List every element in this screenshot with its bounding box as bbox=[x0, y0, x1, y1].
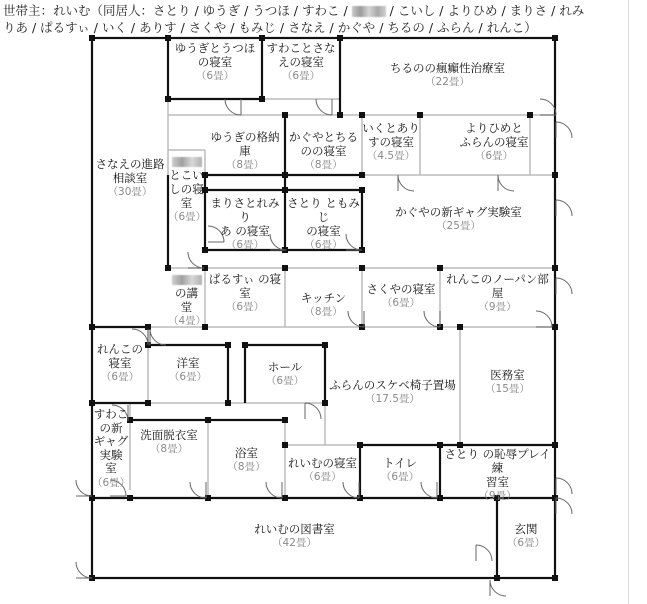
room-label: よりひめと bbox=[465, 121, 523, 135]
room-label-2: 習室 bbox=[486, 475, 509, 489]
room-label-2: しの寝 bbox=[169, 182, 204, 196]
room-label-2: 寝室 bbox=[108, 356, 132, 370]
room-label-2: すの寝室 bbox=[368, 135, 414, 149]
room-area: （25畳） bbox=[436, 220, 481, 232]
room-area: （8畳） bbox=[227, 461, 266, 473]
room-label-2: えの寝室 bbox=[278, 55, 324, 69]
room-label-4: 実験 bbox=[99, 447, 123, 462]
room-area: （6畳） bbox=[265, 375, 305, 387]
room-label: れんこのノーパン部 bbox=[446, 272, 549, 286]
room-area: （17.5畳） bbox=[365, 393, 420, 405]
room-western-room bbox=[148, 356, 228, 384]
room-area: （6畳） bbox=[380, 471, 420, 483]
room-toilet bbox=[360, 456, 440, 484]
room-label: ぱるすぃ の寝 bbox=[208, 272, 282, 286]
room-yorihime-flan-bedroom bbox=[455, 121, 533, 163]
room-label: さとり ともみじ bbox=[287, 196, 360, 224]
room-label: すわこ bbox=[93, 407, 129, 421]
room-label: れいむの図書室 bbox=[254, 522, 335, 536]
room-label: れんこの bbox=[97, 342, 143, 356]
redacted-name bbox=[172, 157, 202, 167]
room-label: すわことさな bbox=[266, 41, 336, 55]
redacted-name bbox=[172, 275, 202, 285]
room-suwako-sanae-bedroom bbox=[262, 41, 340, 83]
household-line-2: りあ / ぱるすぃ / いく / ありす / さくや / もみじ / さなえ / かぐや / ちるの / ふらん / れんこ） bbox=[3, 20, 537, 35]
room-label-2: 庫 bbox=[239, 144, 251, 158]
room-label: 玄関 bbox=[514, 522, 538, 536]
room-label-5: 室 bbox=[105, 461, 117, 475]
room-label-2: 堂 bbox=[180, 300, 193, 314]
room-label-2: あ の寝室 bbox=[220, 224, 270, 238]
room-label-2: の寝室 bbox=[306, 224, 341, 238]
room-label-2: ふらんの寝室 bbox=[459, 135, 529, 149]
room-medical bbox=[460, 368, 555, 396]
room-area: （6畳） bbox=[506, 537, 546, 549]
household-text-a: 世帯主：れいむ（同居人：さとり / ゆうぎ / うつほ / すわこ / bbox=[3, 3, 348, 18]
room-cirno-treatment bbox=[340, 61, 555, 89]
room-dressing bbox=[130, 428, 208, 456]
room-label: いくとあり bbox=[362, 121, 420, 135]
room-label: 洗面脱衣室 bbox=[140, 428, 198, 442]
room-label: かぐやの新ギャグ実験室 bbox=[395, 205, 522, 219]
room-kaguya-cirno-bedroom bbox=[285, 130, 362, 172]
room-area: （6畳） bbox=[381, 297, 421, 309]
room-label-2: 屋 bbox=[491, 286, 504, 300]
room-marisa-remilia-bedroom bbox=[205, 196, 285, 252]
room-label: の講 bbox=[175, 286, 198, 300]
room-area: （8畳） bbox=[304, 306, 343, 318]
room-area: （22畳） bbox=[425, 76, 470, 88]
room-area: （6畳） bbox=[92, 476, 131, 489]
room-area: （8畳） bbox=[149, 443, 189, 455]
room-lecture-hall bbox=[168, 272, 205, 328]
room-area: （6畳） bbox=[303, 471, 342, 483]
room-reimu-library bbox=[92, 522, 497, 550]
room-label: 医務室 bbox=[490, 368, 525, 382]
room-area: （4.5畳） bbox=[366, 150, 416, 162]
room-area: （8畳） bbox=[304, 159, 343, 171]
room-area: （8畳） bbox=[225, 159, 265, 171]
room-label-2: の寝室 bbox=[197, 55, 233, 69]
room-label: ホール bbox=[267, 360, 303, 374]
room-entrance bbox=[497, 522, 555, 550]
room-kaguya-gag-lab bbox=[362, 205, 555, 233]
room-label-2: のの寝室 bbox=[300, 144, 347, 158]
room-label: れいむの寝室 bbox=[288, 456, 357, 470]
room-satori-momiji-bedroom bbox=[285, 196, 362, 252]
room-area: （6畳） bbox=[168, 371, 208, 383]
room-reimu-bedroom bbox=[285, 456, 360, 484]
room-hall bbox=[245, 360, 325, 388]
room-label: さとり の恥辱プレイ練 bbox=[444, 447, 551, 475]
room-label: とこい bbox=[169, 168, 204, 182]
room-area: （6畳） bbox=[225, 301, 265, 313]
room-area: （6畳） bbox=[304, 239, 343, 251]
room-suwako-gag-lab bbox=[92, 408, 130, 490]
room-area: （15畳） bbox=[485, 383, 530, 395]
room-koishi-bedroom bbox=[168, 154, 205, 224]
room-label-3: ギャグ bbox=[93, 434, 129, 448]
room-label: ゆうぎとうつほ bbox=[174, 41, 256, 55]
room-label: さくやの寝室 bbox=[366, 282, 436, 296]
room-iku-alice-bedroom bbox=[362, 121, 420, 163]
room-area: （30畳） bbox=[107, 186, 153, 198]
room-label: トイレ bbox=[383, 456, 417, 470]
room-yugi-utsuho-bedroom bbox=[168, 41, 262, 83]
room-area: （42畳） bbox=[272, 537, 317, 549]
room-area: （9畳） bbox=[478, 301, 517, 313]
room-label: 浴室 bbox=[235, 446, 258, 460]
room-label: 洋室 bbox=[176, 356, 200, 370]
room-bath bbox=[208, 446, 285, 474]
room-sakuya-bedroom bbox=[362, 282, 440, 310]
room-label: まりさとれみり bbox=[210, 196, 280, 224]
room-kitchen bbox=[285, 291, 362, 319]
household-text-b: / こいし / よりひめ / まりさ / れみ bbox=[389, 3, 585, 18]
room-renko-nopan bbox=[440, 272, 555, 314]
room-renko-bedroom bbox=[92, 342, 148, 384]
room-satori-play bbox=[440, 447, 555, 503]
room-label: ゆうぎの格納 bbox=[210, 130, 280, 144]
room-area: （4畳） bbox=[168, 315, 207, 327]
room-area: （9畳） bbox=[478, 490, 517, 502]
room-area: （6畳） bbox=[195, 70, 235, 82]
room-label-2: 相談室 bbox=[112, 171, 148, 185]
room-label: キッチン bbox=[300, 291, 347, 305]
room-area: （6畳） bbox=[474, 150, 514, 162]
room-area: （6畳） bbox=[281, 70, 321, 82]
room-label: ふらんのスケベ椅子置場 bbox=[329, 378, 456, 392]
room-label: ちるのの瘋癲性治療室 bbox=[390, 61, 505, 75]
room-parsee-bedroom bbox=[205, 272, 285, 314]
room-area: （6畳） bbox=[168, 211, 207, 223]
room-flan-chair-storage bbox=[325, 378, 460, 406]
room-label: さなえの進路 bbox=[95, 157, 165, 171]
room-label-3: 室 bbox=[180, 196, 193, 210]
room-area: （6畳） bbox=[225, 239, 265, 251]
room-label: かぐやとちる bbox=[289, 130, 358, 144]
room-sanae-counseling bbox=[92, 157, 168, 199]
room-yugi-storage bbox=[205, 130, 285, 172]
room-label-2: 室 bbox=[239, 286, 251, 300]
room-area: （6畳） bbox=[100, 371, 140, 383]
room-label-2: の新 bbox=[99, 420, 123, 435]
